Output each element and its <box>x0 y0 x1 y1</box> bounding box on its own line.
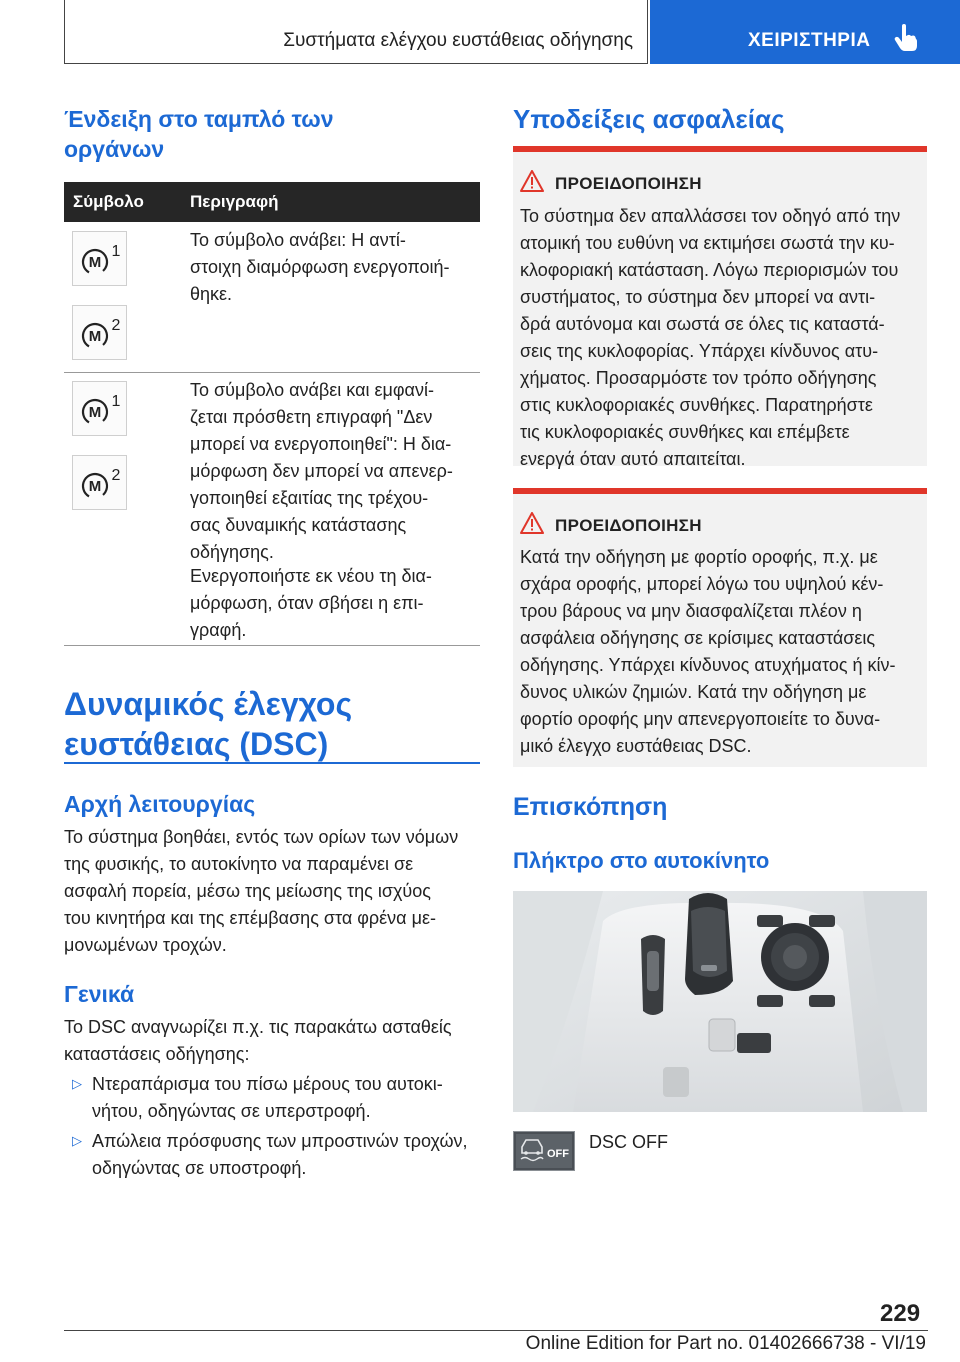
text-line: στις κυκλοφοριακές συνθήκες. Παρατηρήστε <box>520 395 873 415</box>
warning-1-text <box>520 203 922 473</box>
footer-rule <box>64 1330 928 1331</box>
svg-text:1: 1 <box>111 393 121 410</box>
text-line: ενεργά όταν αυτό απαιτείται. <box>520 449 746 469</box>
text-line: Ενεργοποιήστε εκ νέου τη δια- <box>190 566 432 586</box>
bullet-item-2 <box>92 1128 480 1182</box>
warning-label: ΠΡΟΕΙΔΟΠΟΙΗΣΗ <box>555 174 702 193</box>
text-line: χήματος. Προσαρμόστε τον τρόπο οδήγησης <box>520 368 877 388</box>
dsc-heading-line: Δυναμικός έλεγχος <box>64 686 353 722</box>
text-line: ζεται πρόσθετη επιγραφή "Δεν <box>190 407 433 427</box>
m2-mode-icon <box>72 305 127 360</box>
text-line: μόρφωση, όταν σβήσει η επι- <box>190 593 424 613</box>
m1-mode-icon <box>72 381 127 436</box>
principle-paragraph <box>64 824 480 959</box>
text-line: νήτου, οδηγώντας σε υπερστροφή. <box>92 1101 371 1121</box>
dsc-off-icon-text: OFF <box>547 1148 569 1160</box>
text-line: Το DSC αναγνωρίζει π.χ. τις παρακάτω ασταθείς <box>64 1017 452 1037</box>
svg-text:M: M <box>88 328 102 345</box>
text-line: τις κυκλοφοριακές συνθήκες και επέμβετε <box>520 422 850 442</box>
table-row-2-description <box>190 377 480 566</box>
text-line: δρά αυτόνομα και σωστά σε όλες τις καταστά- <box>520 314 885 334</box>
general-paragraph <box>64 1014 480 1068</box>
table-col-description: Περιγραφή <box>190 192 279 211</box>
indicator-heading <box>64 104 334 164</box>
text-line: τρου βάρους να μην διασφαλίζεται πλέον η <box>520 601 862 621</box>
text-line: οδήγησης. <box>190 542 274 562</box>
text-line: ασφαλή πορεία, μέσω της μείωσης της ισχύος <box>64 881 431 901</box>
heading-rule <box>64 762 480 764</box>
dsc-heading <box>64 684 352 764</box>
bullet-arrow-icon: ▷ <box>72 1076 82 1091</box>
safety-heading: Υποδείξεις ασφαλείας <box>513 104 785 134</box>
warning-triangle-icon <box>520 512 544 534</box>
text-line: Το σύστημα βοηθάει, εντός των ορίων των νόμων <box>64 827 459 847</box>
text-line: οδηγώντας σε υποστροφή. <box>92 1158 307 1178</box>
text-line: Απώλεια πρόσφυσης των μπροστινών τροχών, <box>92 1131 468 1151</box>
text-line: θηκε. <box>190 284 233 304</box>
warning-2-text <box>520 544 922 760</box>
text-line: Το σύμβολο ανάβει και εμφανί- <box>190 380 434 400</box>
header-section-box <box>64 0 648 64</box>
header-chapter-label: ΧΕΙΡΙΣΤΗΡΙΑ <box>748 30 871 51</box>
svg-text:M: M <box>88 478 102 495</box>
bullet-arrow-icon: ▷ <box>72 1133 82 1148</box>
svg-text:M: M <box>88 404 102 421</box>
text-line: σχάρα οροφής, μπορεί λόγω του υψηλού κέν- <box>520 574 884 594</box>
m2-mode-icon <box>72 455 127 510</box>
table-row-divider <box>64 372 480 373</box>
text-line: Ντεραπάρισμα του πίσω μέρους του αυτοκι- <box>92 1074 443 1094</box>
dsc-heading-line: ευστάθειας (DSC) <box>64 726 329 762</box>
text-line: συστήματος, το σύστημα δεν μπορεί να αντι- <box>520 287 876 307</box>
svg-text:1: 1 <box>111 243 121 260</box>
hand-pointer-icon <box>894 24 918 52</box>
header-section-title: Συστήματα ελέγχου ευστάθειας οδήγησης <box>283 30 633 51</box>
svg-text:2: 2 <box>111 317 121 334</box>
dsc-off-button-icon <box>513 1131 575 1171</box>
bullet-item-1 <box>92 1071 480 1125</box>
text-line: κλοφοριακή κατάσταση. Λόγω περιορισμών του <box>520 260 899 280</box>
text-line: σεις της κυκλοφορίας. Υπάρχει κίνδυνος ατυ- <box>520 341 879 361</box>
text-line: ασφάλεια οδήγησης σε κρίσιμες καταστάσεις <box>520 628 876 648</box>
svg-text:2: 2 <box>111 467 121 484</box>
text-line: φορτίο οροφής μην απενεργοποιείτε το δυνα- <box>520 709 881 729</box>
text-line: Κατά την οδήγηση με φορτίο οροφής, π.χ. με <box>520 547 878 567</box>
indicator-heading-line: οργάνων <box>64 136 165 162</box>
dsc-off-label: DSC OFF <box>589 1132 668 1152</box>
page-number: 229 <box>880 1300 921 1327</box>
text-line: μικό έλεγχο ευστάθειας DSC. <box>520 736 752 756</box>
text-line: γοποιηθεί εξαιτίας της τρέχου- <box>190 488 429 508</box>
warning-triangle-icon <box>520 170 544 192</box>
text-line: της φυσικής, το αυτοκίνητο να παραμένει σε <box>64 854 414 874</box>
text-line: μόρφωση δεν μπορεί να απενερ- <box>190 461 453 481</box>
warning-label: ΠΡΟΕΙΔΟΠΟΙΗΣΗ <box>555 516 702 535</box>
table-row-1-description <box>190 227 480 308</box>
table-col-symbol: Σύμβολο <box>73 192 144 211</box>
table-row-divider <box>64 645 480 646</box>
text-line: μονωμένων τροχών. <box>64 935 227 955</box>
center-console-photo <box>513 891 927 1112</box>
table-row-2-note <box>190 563 480 644</box>
svg-text:M: M <box>88 254 102 271</box>
footer-edition: Online Edition for Part no. 01402666738 - VI/19 <box>525 1333 926 1354</box>
text-line: Το σύμβολο ανάβει: Η αντί- <box>190 230 406 250</box>
text-line: οδήγησης. Υπάρχει κίνδυνος ατυχήματος ή κίν- <box>520 655 896 675</box>
text-line: Το σύστημα δεν απαλλάσσει τον οδηγό από την <box>520 206 901 226</box>
text-line: γραφή. <box>190 620 247 640</box>
text-line: σας δυναμικής κατάστασης <box>190 515 407 535</box>
general-heading: Γενικά <box>64 981 135 1007</box>
header-chapter-tab[interactable] <box>650 0 960 64</box>
m1-mode-icon <box>72 231 127 286</box>
text-line: ατομική του ευθύνη να εκτιμήσει σωστά την κυ- <box>520 233 895 253</box>
text-line: δυνος υλικών ζημιών. Κατά την οδήγηση με <box>520 682 867 702</box>
table-header <box>64 182 480 222</box>
text-line: μπορεί να ενεργοποιηθεί": Η δια- <box>190 434 452 454</box>
text-line: του κινητήρα και της επέμβασης στα φρένα με- <box>64 908 436 928</box>
text-line: στοιχη διαμόρφωση ενεργοποιή- <box>190 257 450 277</box>
button-heading: Πλήκτρο στο αυτοκίνητο <box>513 848 770 873</box>
indicator-heading-line: Ένδειξη στο ταμπλό των <box>64 106 334 132</box>
principle-heading: Αρχή λειτουργίας <box>64 791 256 817</box>
text-line: καταστάσεις οδήγησης: <box>64 1044 250 1064</box>
overview-heading: Επισκόπηση <box>513 793 668 821</box>
